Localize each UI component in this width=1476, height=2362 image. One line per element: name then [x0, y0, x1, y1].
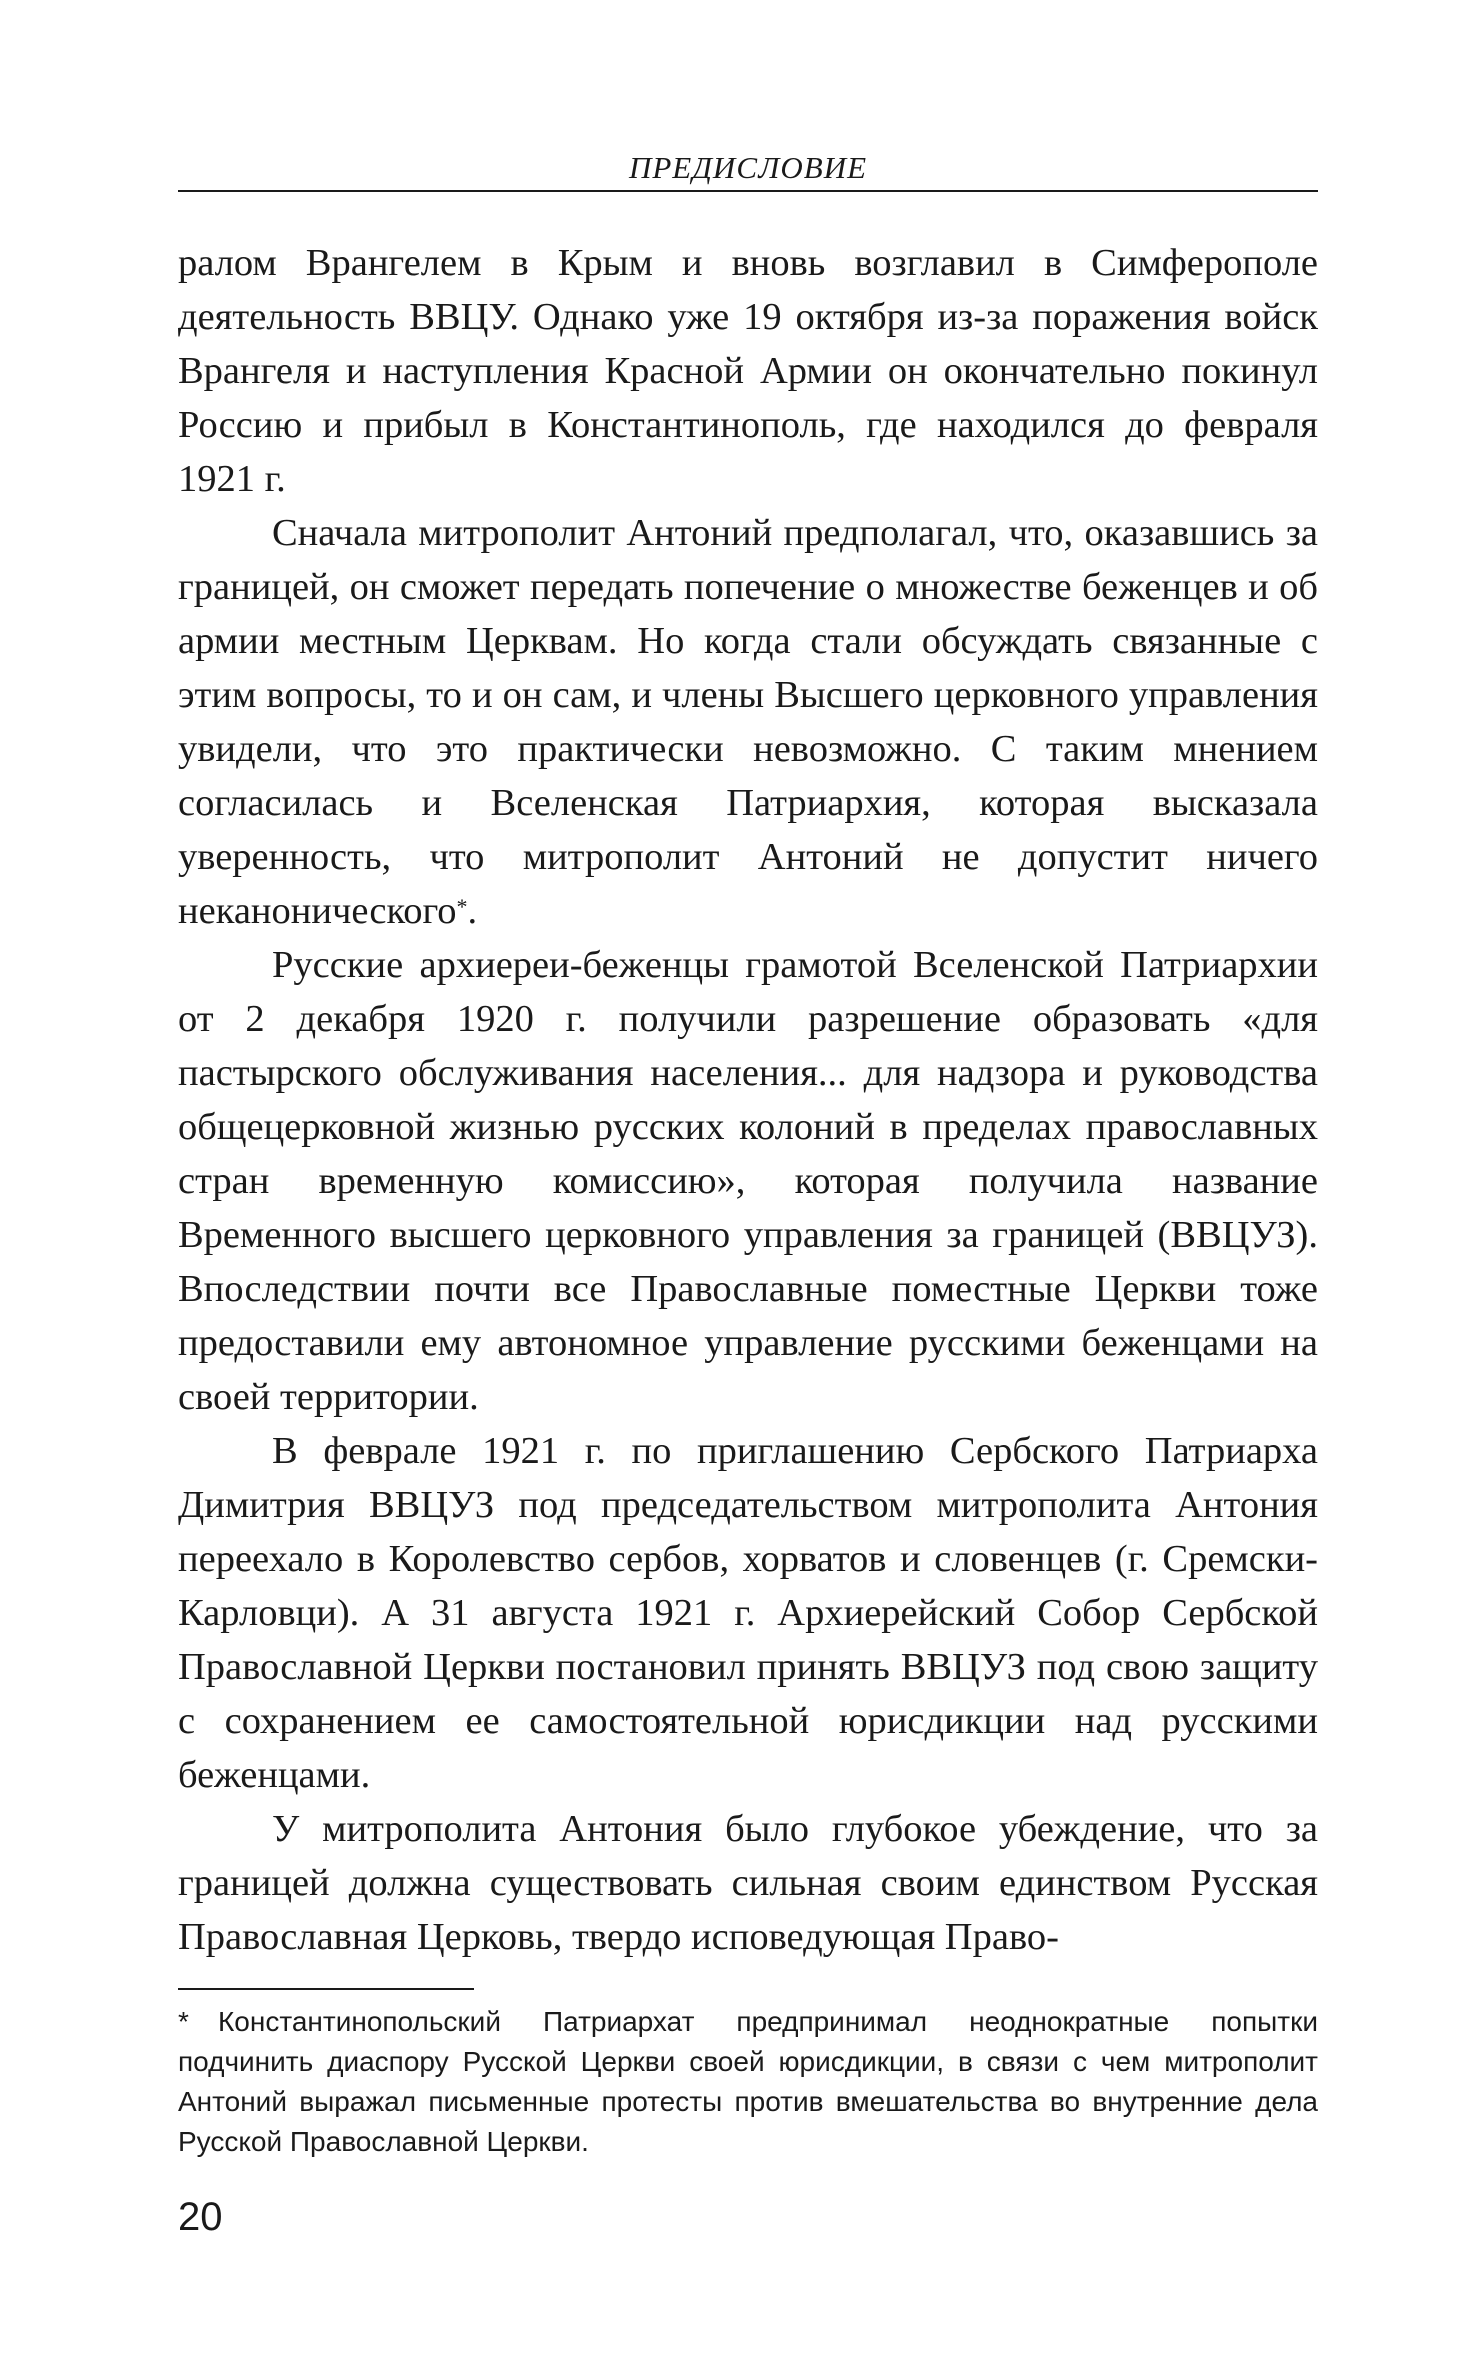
footnote: [178, 2002, 1318, 2162]
footnote-reference: *: [456, 894, 468, 919]
paragraph-3: Русские архиереи-беженцы грамотой Вселенской Патриархии от 2 декабря 1920 г. получили разрешение образовать «для пастырского обслуживания населения... для надзора и руководства общецерковной жизнью русских колоний в пределах православных стран временную комиссию», которая получила название Временного высшего церковного управления за границей (ВВЦУЗ). Впоследствии почти все Православные поместные Церкви тоже предоставили ему автономное управление русскими беженцами на своей территории.: [178, 944, 1318, 1418]
main-text: [178, 236, 1318, 1964]
running-header: ПРЕДИСЛОВИЕ: [628, 150, 868, 185]
footnote-marker: *: [178, 2006, 189, 2037]
header-rule: [178, 190, 1318, 192]
paragraph-2: [178, 506, 1318, 938]
footnote-text: Константинопольский Патриархат предпринимал неоднократные попытки подчинить диаспору Русской Церкви своей юрисдикции, в связи с чем митрополит Антоний выражал письменные протесты против вмешательства во внутренние дела Русской Православной Церкви.: [178, 2006, 1318, 2157]
paragraph-2-end: .: [467, 890, 478, 932]
footnote-rule: [178, 1988, 474, 1990]
paragraph-4: В феврале 1921 г. по приглашению Сербского Патриарха Димитрия ВВЦУЗ под председательством митрополита Антония переехало в Королевство сербов, хорватов и словенцев (г. Сремски-Карловци). А 31 августа 1921 г. Архиерейский Собор Сербской Православной Церкви постановил принять ВВЦУЗ под свою защиту с сохранением ее самостоятельной юрисдикции над русскими беженцами.: [178, 1430, 1318, 1796]
book-page: [178, 150, 1318, 2162]
paragraph-5: У митрополита Антония было глубокое убеждение, что за границей должна существовать сильная своим единством Русская Православная Церковь, твердо исповедующая Право-: [178, 1808, 1318, 1958]
paragraph-1: ралом Врангелем в Крым и вновь возглавил в Симферополе деятельность ВВЦУ. Однако уже 19 октября из-за поражения войск Врангеля и наступления Красной Армии он окончательно покинул Россию и прибыл в Константинополь, где находился до февраля 1921 г.: [178, 242, 1318, 500]
page-number: 20: [178, 2195, 223, 2239]
paragraph-2-text: Сначала митрополит Антоний предполагал, что, оказавшись за границей, он сможет передать попечение о множестве беженцев и об армии местным Церквам. Но когда стали обсуждать связанные с этим вопросы, то и он сам, и члены Высшего церковного управления увидели, что это практически невозможно. С таким мнением согласилась и Вселенская Патриархия, которая высказала уверенность, что митрополит Антоний не допустит ничего неканонического: [178, 512, 1318, 932]
